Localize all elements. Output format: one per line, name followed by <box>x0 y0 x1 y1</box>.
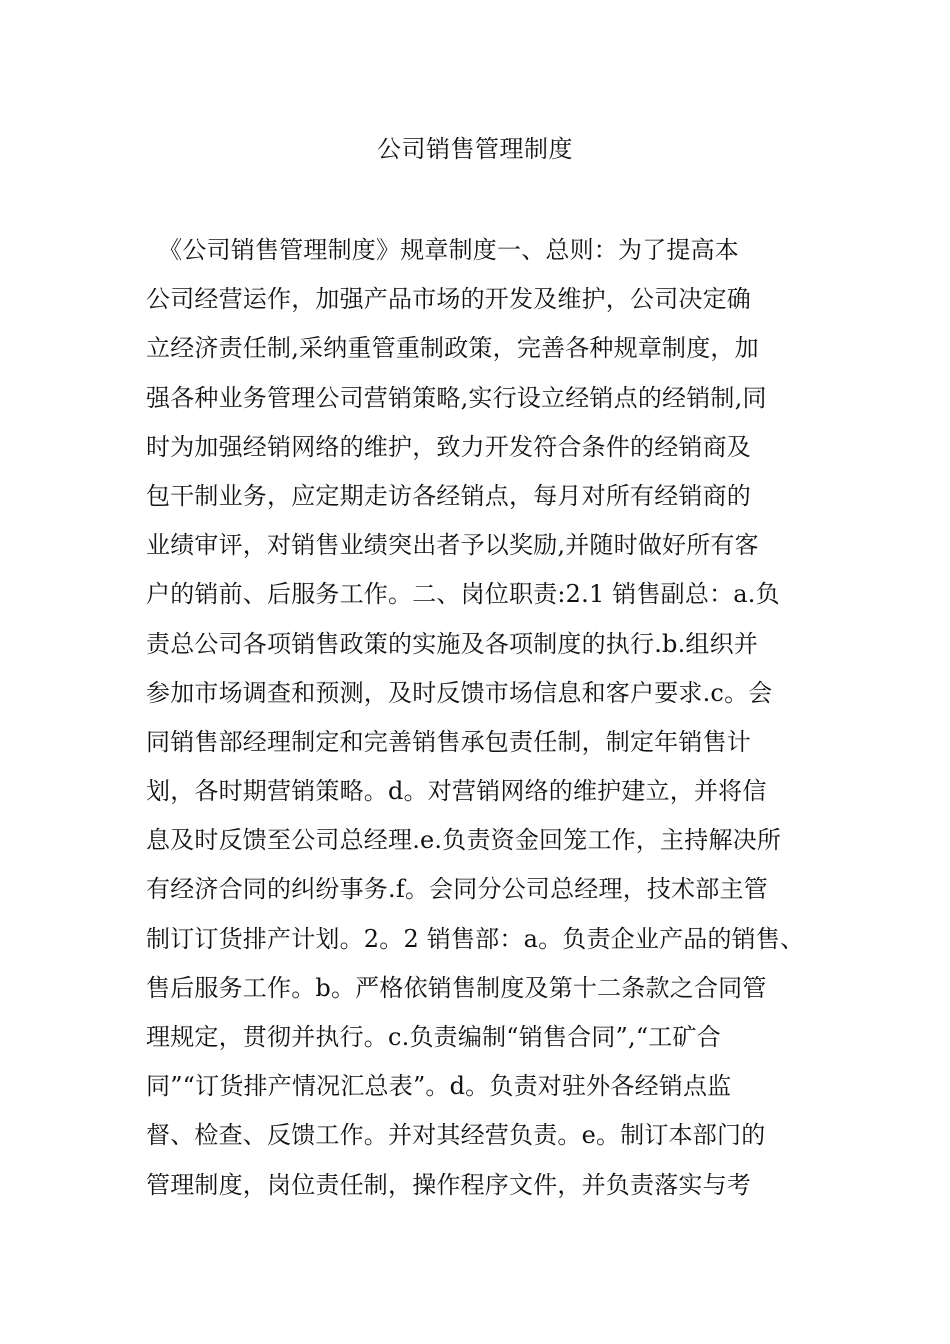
body-line: 同”“订货排产情况汇总表”。d。负责对驻外各经销点监 <box>146 1072 732 1101</box>
document-title: 公司销售管理制度 <box>377 135 573 163</box>
body-line: 制订订货排产计划。2。2 销售部：a。负责企业产品的销售、 <box>146 924 805 953</box>
body-line: 户的销前、后服务工作。二、岗位职责:2.1 销售副总：a.负 <box>146 580 780 609</box>
body-line: 时为加强经销网络的维护，致力开发符合条件的经销商及 <box>146 432 751 461</box>
body-line: 公司经营运作，加强产品市场的开发及维护，公司决定确 <box>146 285 751 314</box>
body-line: 划，各时期营销策略。d。对营销网络的维护建立，并将信 <box>146 777 767 806</box>
body-line: 管理制度，岗位责任制，操作程序文件，并负责落实与考 <box>146 1170 751 1199</box>
body-line: 立经济责任制,采纳重管重制政策，完善各种规章制度，加 <box>146 334 759 363</box>
body-line: 责总公司各项销售政策的实施及各项制度的执行.b.组织并 <box>146 629 759 658</box>
document-body <box>146 232 826 1216</box>
body-line: 理规定，贯彻并执行。c.负责编制“销售合同”,“工矿合 <box>146 1023 721 1051</box>
body-line: 督、检查、反馈工作。并对其经营负责。e。制订本部门的 <box>146 1121 766 1150</box>
body-line: 《公司销售管理制度》规章制度一、总则：为了提高本 <box>146 236 739 264</box>
body-line: 同销售部经理制定和完善销售承包责任制，制定年销售计 <box>146 727 751 756</box>
body-line: 参加市场调查和预测，及时反馈市场信息和客户要求.c。会 <box>146 678 773 707</box>
body-line: 业绩审评，对销售业绩突出者予以奖励,并随时做好所有客 <box>146 531 759 560</box>
body-line: 包干制业务，应定期走访各经销点，每月对所有经销商的 <box>146 481 751 510</box>
body-line: 强各种业务管理公司营销策略,实行设立经销点的经销制,同 <box>146 383 767 412</box>
body-line: 售后服务工作。b。严格依销售制度及第十二条款之合同管 <box>146 973 767 1002</box>
body-line: 有经济合同的纠纷事务.f。会同分公司总经理，技术部主管 <box>146 875 768 904</box>
body-line: 息及时反馈至公司总经理.e.负责资金回笼工作，主持解决所 <box>146 826 782 855</box>
